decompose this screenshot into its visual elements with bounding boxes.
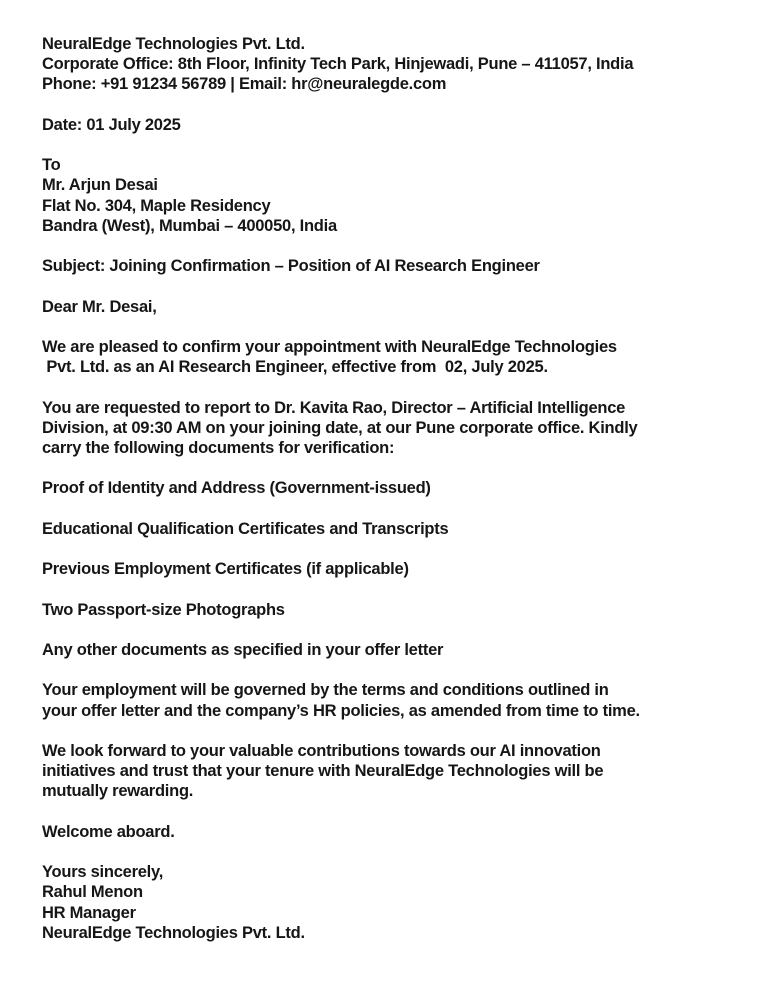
closing-salutation: Yours sincerely, — [42, 863, 164, 882]
paragraph-appointment — [42, 337, 728, 377]
paragraph-line: initiatives and trust that your tenure with NeuralEdge Technologies will be — [42, 762, 604, 781]
paragraph-line: carry the following documents for verification: — [42, 438, 395, 457]
paragraph-line: Division, at 09:30 AM on your joining date, at our Pune corporate office. Kindly — [42, 418, 638, 437]
paragraph-lookforward — [42, 741, 728, 802]
subject-block — [42, 256, 728, 276]
signatory-title: HR Manager — [42, 903, 136, 922]
paragraph-line: Your employment will be governed by the terms and conditions outlined in — [42, 681, 609, 700]
closing-block — [42, 862, 728, 943]
paragraph-line: your offer letter and the company’s HR policies, as amended from time to time. — [42, 701, 640, 720]
recipient-intro: To — [42, 156, 61, 175]
paragraph-line: mutually rewarding. — [42, 782, 194, 801]
document-item-text: Proof of Identity and Address (Government-issued) — [42, 479, 431, 498]
paragraph-terms — [42, 680, 728, 720]
letterhead — [42, 34, 728, 95]
recipient-address-line2: Bandra (West), Mumbai – 400050, India — [42, 216, 337, 235]
welcome-block — [42, 822, 728, 842]
document-item-text: Educational Qualification Certificates and Transcripts — [42, 519, 449, 538]
document-item-text: Previous Employment Certificates (if applicable) — [42, 560, 409, 579]
signatory-company: NeuralEdge Technologies Pvt. Ltd. — [42, 923, 305, 942]
document-item — [42, 519, 728, 539]
subject-line: Subject: Joining Confirmation – Position of AI Research Engineer — [42, 257, 540, 276]
document-item-text: Any other documents as specified in your offer letter — [42, 640, 444, 659]
document-item-text: Two Passport-size Photographs — [42, 600, 285, 619]
recipient-address-line1: Flat No. 304, Maple Residency — [42, 196, 271, 215]
paragraph-line: We look forward to your valuable contributions towards our AI innovation — [42, 741, 601, 760]
document-item — [42, 559, 728, 579]
paragraph-line: We are pleased to confirm your appointment with NeuralEdge Technologies — [42, 337, 617, 356]
paragraph-line: Pvt. Ltd. as an AI Research Engineer, effective from 02, July 2025. — [42, 358, 548, 377]
document-item — [42, 640, 728, 660]
signatory-name: Rahul Menon — [42, 883, 143, 902]
paragraph-line: You are requested to report to Dr. Kavita Rao, Director – Artificial Intelligence — [42, 398, 626, 417]
paragraph-reporting — [42, 398, 728, 459]
salutation: Dear Mr. Desai, — [42, 297, 157, 316]
salutation-block — [42, 297, 728, 317]
recipient-name: Mr. Arjun Desai — [42, 176, 158, 195]
date-line: Date: 01 July 2025 — [42, 115, 181, 134]
welcome-line: Welcome aboard. — [42, 822, 175, 841]
company-contact: Phone: +91 91234 56789 | Email: hr@neuralegde.com — [42, 75, 447, 94]
company-name: NeuralEdge Technologies Pvt. Ltd. — [42, 35, 305, 53]
date-block — [42, 115, 728, 135]
document-item — [42, 600, 728, 620]
recipient-block — [42, 155, 728, 236]
company-address: Corporate Office: 8th Floor, Infinity Tech Park, Hinjewadi, Pune – 411057, India — [42, 55, 634, 74]
document-item — [42, 478, 728, 498]
